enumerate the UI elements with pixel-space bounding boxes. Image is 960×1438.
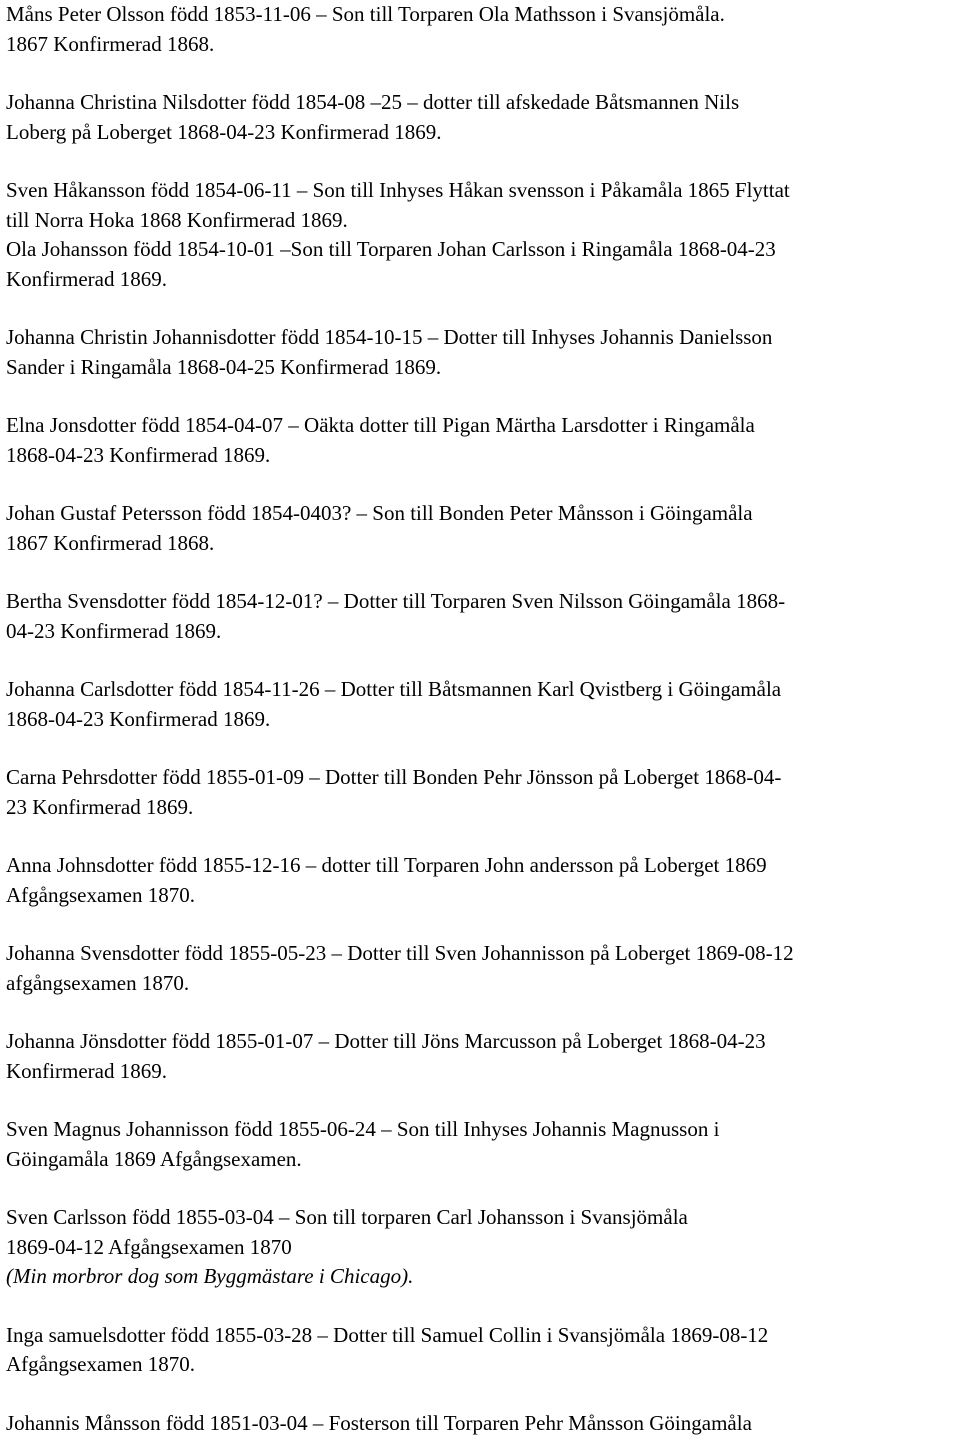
entry-9 xyxy=(6,675,956,734)
entry-line: Johanna Christin Johannisdotter född 1854-10-15 – Dotter till Inhyses Johannis Danielsson xyxy=(6,323,956,353)
entry-17 xyxy=(6,1409,956,1438)
entry-line: Johanna Jönsdotter född 1855-01-07 – Dotter till Jöns Marcusson på Loberget 1868-04-23 xyxy=(6,1027,956,1057)
entry-line: afgångsexamen 1870. xyxy=(6,969,956,999)
entry-10 xyxy=(6,763,956,822)
entry-2 xyxy=(6,88,956,147)
entry-5 xyxy=(6,323,956,382)
entry-line: Sven Carlsson född 1855-03-04 – Son till torparen Carl Johansson i Svansjömåla xyxy=(6,1203,956,1233)
entry-line: Johan Gustaf Petersson född 1854-0403? – Son till Bonden Peter Månsson i Göingamåla xyxy=(6,499,956,529)
entry-line: Inga samuelsdotter född 1855-03-28 – Dotter till Samuel Collin i Svansjömåla 1869-08-12 xyxy=(6,1321,956,1351)
entry-line: 1867 Konfirmerad 1868. xyxy=(6,529,956,559)
entry-line: Johannis Månsson född 1851-03-04 – Fosterson till Torparen Pehr Månsson Göingamåla xyxy=(6,1409,956,1438)
entry-14 xyxy=(6,1115,956,1174)
entry-line: Konfirmerad 1869. xyxy=(6,265,956,295)
entry-line: Loberg på Loberget 1868-04-23 Konfirmerad 1869. xyxy=(6,118,956,148)
entry-16 xyxy=(6,1321,956,1380)
entry-11 xyxy=(6,851,956,910)
entry-6 xyxy=(6,411,956,470)
entry-line: Göingamåla 1869 Afgångsexamen. xyxy=(6,1145,956,1175)
entry-line: Sander i Ringamåla 1868-04-25 Konfirmerad 1869. xyxy=(6,353,956,383)
entry-15 xyxy=(6,1203,956,1292)
entry-line: Johanna Christina Nilsdotter född 1854-08 –25 – dotter till afskedade Båtsmannen Nils xyxy=(6,88,956,118)
entry-line: Carna Pehrsdotter född 1855-01-09 – Dotter till Bonden Pehr Jönsson på Loberget 1868-04- xyxy=(6,763,956,793)
entry-line: Afgångsexamen 1870. xyxy=(6,881,956,911)
entry-line: till Norra Hoka 1868 Konfirmerad 1869. xyxy=(6,206,956,236)
entry-note: (Min morbror dog som Byggmästare i Chicago). xyxy=(6,1262,956,1292)
entry-line: Sven Håkansson född 1854-06-11 – Son till Inhyses Håkan svensson i Påkamåla 1865 Flyttat xyxy=(6,176,956,206)
entry-4 xyxy=(6,235,956,294)
entry-line: Afgångsexamen 1870. xyxy=(6,1350,956,1380)
entry-line: 1868-04-23 Konfirmerad 1869. xyxy=(6,441,956,471)
entry-8 xyxy=(6,587,956,646)
entry-12 xyxy=(6,939,956,998)
entry-line: 1867 Konfirmerad 1868. xyxy=(6,30,956,60)
entry-line: Sven Magnus Johannisson född 1855-06-24 – Son till Inhyses Johannis Magnusson i xyxy=(6,1115,956,1145)
entry-7 xyxy=(6,499,956,558)
entry-line: Ola Johansson född 1854-10-01 –Son till Torparen Johan Carlsson i Ringamåla 1868-04-23 xyxy=(6,235,956,265)
entry-line: Anna Johnsdotter född 1855-12-16 – dotter till Torparen John andersson på Loberget 1869 xyxy=(6,851,956,881)
entry-line: Måns Peter Olsson född 1853-11-06 – Son till Torparen Ola Mathsson i Svansjömåla. xyxy=(6,0,956,30)
entry-13 xyxy=(6,1027,956,1086)
entry-3 xyxy=(6,176,956,235)
entry-line: Johanna Carlsdotter född 1854-11-26 – Dotter till Båtsmannen Karl Qvistberg i Göingamåla xyxy=(6,675,956,705)
entry-line: Bertha Svensdotter född 1854-12-01? – Dotter till Torparen Sven Nilsson Göingamåla 1868- xyxy=(6,587,956,617)
entry-line: 1868-04-23 Konfirmerad 1869. xyxy=(6,705,956,735)
entry-line: 04-23 Konfirmerad 1869. xyxy=(6,617,956,647)
entry-line: Konfirmerad 1869. xyxy=(6,1057,956,1087)
entry-line: Johanna Svensdotter född 1855-05-23 – Dotter till Sven Johannisson på Loberget 1869-08-12 xyxy=(6,939,956,969)
entry-1 xyxy=(6,0,956,59)
entry-line: 1869-04-12 Afgångsexamen 1870 xyxy=(6,1233,956,1263)
entry-line: 23 Konfirmerad 1869. xyxy=(6,793,956,823)
entry-line: Elna Jonsdotter född 1854-04-07 – Oäkta dotter till Pigan Märtha Larsdotter i Ringamåla xyxy=(6,411,956,441)
